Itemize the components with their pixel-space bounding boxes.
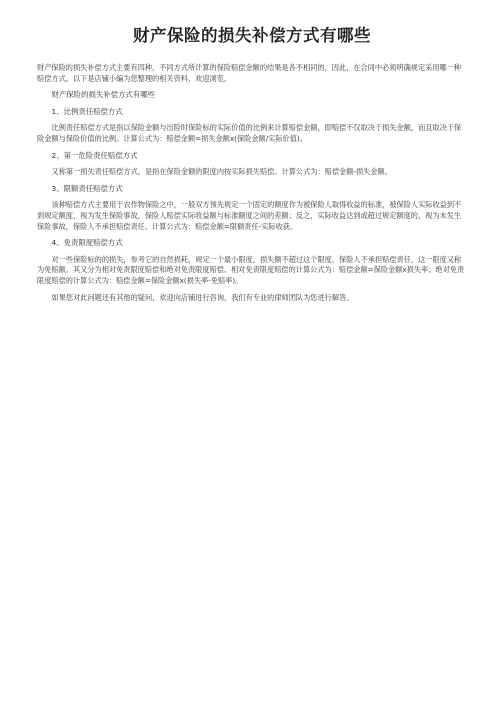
- section-body-4: 对一些保险标的的损失，参考它的自然损耗，规定一个最小限度，损失额不超过这个限度，保险人不承担赔偿责任，这一限度又称为免赔额。其又分为相对免责限度赔偿和绝对免责限度赔偿。相对免责限度赔偿的计算公式为：赔偿金额=保险金额x损失率；绝对免责限度赔偿的计算公式为：赔偿金额=保险金额x(损失率-免赔率)。: [37, 254, 465, 285]
- section-body-2: 又称第一损失责任赔偿方式，是指在保险金额的限度内按实际损失赔偿。计算公式为：赔偿金额-损失金额。: [51, 167, 392, 177]
- section-body-3: 该种赔偿方式主要用于农作物保险之中，一般双方预先规定一个固定的额度作为被保险人取得收益的标准，被保险人实际收益到不到规定额度，视为发生保险事故，保险人赔偿实际收益额与标准额度之间的差额；反之，实际收益达到或超过规定额度的，视为未发生保险事故，保险人不承担赔偿责任。计算公式为：赔偿金额=限额责任-实际收获。: [37, 200, 462, 231]
- section-body-1: 比例责任赔偿方式是指以保险金额与出险时保险标的实际价值的比例来计算赔偿金额，即赔偿不仅取决于损失金额，而且取决于保险金额与保险价值的比例。计算公式为：赔偿金额=损失金额x(保险金额/实际价值)。: [37, 123, 462, 143]
- intro-paragraph: 财产保险的损失补偿方式主要有四种，不同方式所计算的保险赔偿金额的结果是各不相同的，因此，在合同中必须明确规定采用哪一种赔偿方式。以下是店铺小编为您整理的相关资料，欢迎浏览。: [37, 63, 462, 83]
- lead-heading: 财产保险的损失补偿方式有哪些: [51, 90, 155, 100]
- section-heading-1: 1、比例责任赔偿方式: [51, 106, 123, 116]
- section-heading-4: 4、免责限度赔偿方式: [51, 238, 123, 248]
- document-title: 财产保险的损失补偿方式有哪些: [133, 26, 371, 45]
- section-heading-2: 2、第一危险责任赔偿方式: [51, 150, 138, 160]
- closing-paragraph: 如果您对此问题还有其他的疑问，欢迎向店铺进行咨询，我们有专业的律师团队为您进行解答。: [51, 292, 354, 302]
- section-heading-3: 3、限额责任赔偿方式: [51, 183, 123, 193]
